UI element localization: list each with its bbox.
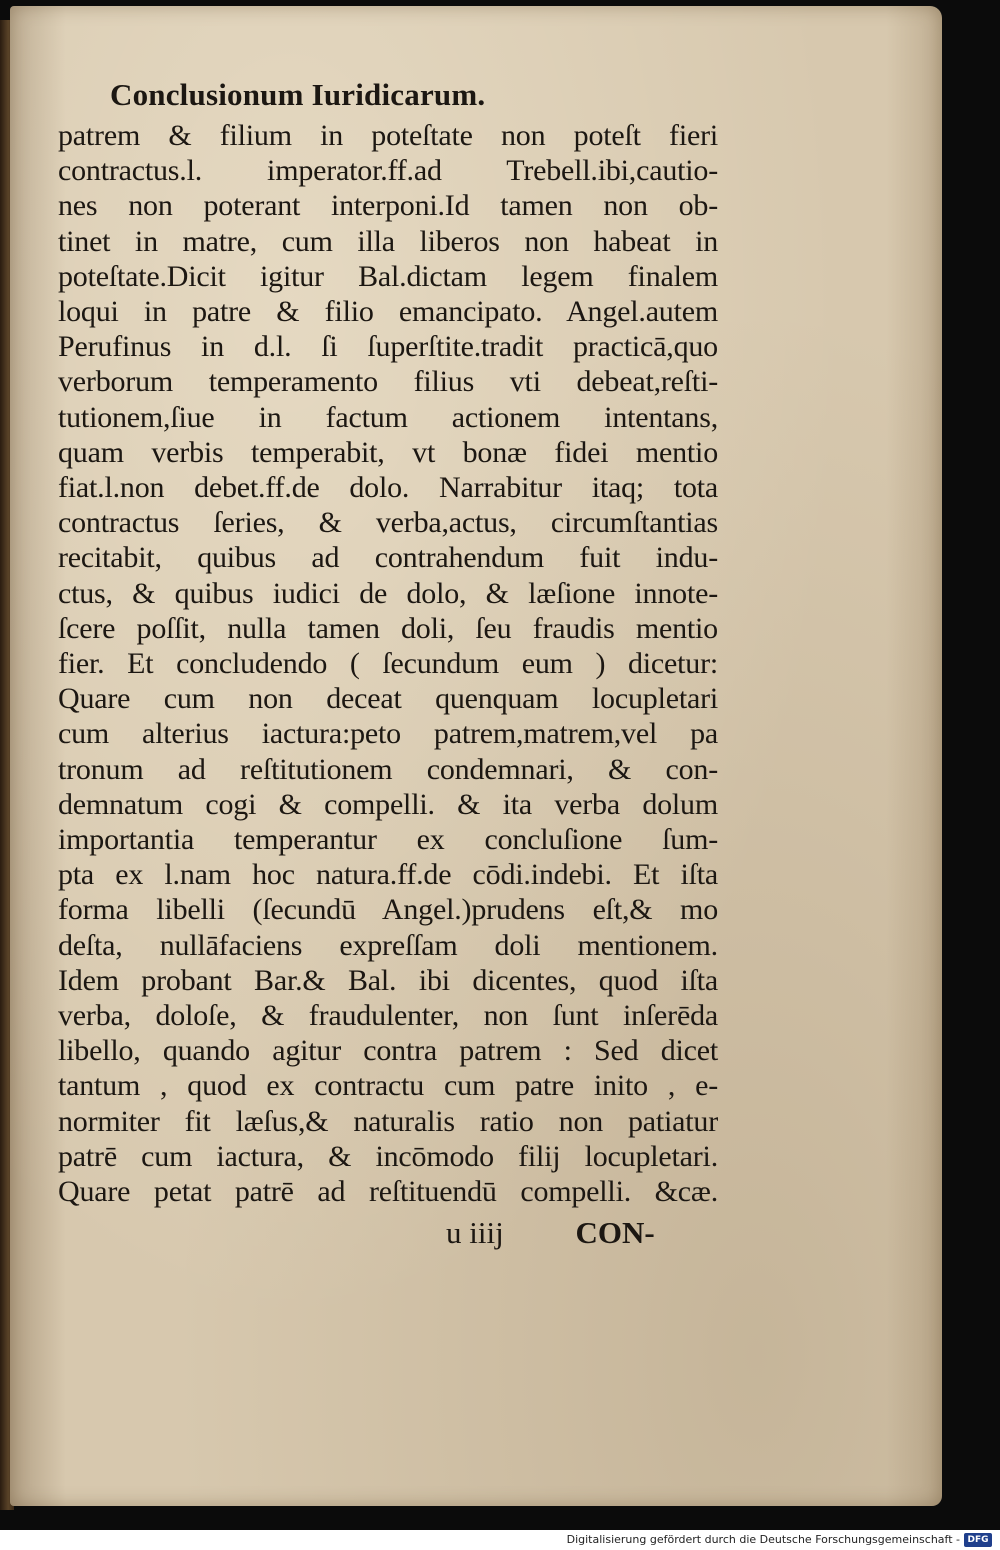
text-line: tutionem,ſiue in factum actionem intentans, [58, 400, 718, 434]
text-line: pta ex l.nam hoc natura.ff.de cōdi.indebi. Et iſta [58, 858, 718, 892]
book-page [10, 6, 942, 1506]
signature-mark: u iiij [446, 1215, 504, 1251]
text-line: libello, quando agitur contra patrem : Sed dicet [58, 1034, 718, 1068]
page-footer [58, 1215, 718, 1251]
text-line: demnatum cogi & compelli. & ita verba dolum [58, 787, 718, 821]
text-line: fiat.l.non debet.ff.de dolo. Narrabitur itaq; tota [58, 471, 718, 505]
running-head: Conclusionum Iuridicarum. [110, 77, 486, 112]
text-line: tinet in matre, cum illa liberos non habeat in [58, 224, 718, 258]
text-line: tantum , quod ex contractu cum patre inito , e- [58, 1069, 718, 1103]
text-line: contractus.l. imperator.ff.ad Trebell.ibi,cautio- [58, 154, 718, 188]
text-line: Quare cum non deceat quenquam locupletari [58, 682, 718, 716]
credit-bar [0, 1530, 1000, 1550]
text-line: recitabit, quibus ad contrahendum fuit indu- [58, 541, 718, 575]
credit-text: Digitalisierung gefördert durch die Deutsche Forschungsgemeinschaft - [566, 1533, 960, 1546]
text-line: verba, doloſe, & fraudulenter, non ſunt inſerēda [58, 999, 718, 1033]
text-line: tronum ad reſtitutionem condemnari, & con- [58, 752, 718, 786]
text-block [58, 76, 718, 1251]
body-text [58, 118, 718, 1209]
text-line: verborum temperamento filius vti debeat,reſti- [58, 365, 718, 399]
text-line: Quare petat patrē ad reſtituendū compelli. &cæ. [58, 1175, 718, 1209]
text-line: deſta, nullāfaciens expreſſam doli mentionem. [58, 928, 718, 962]
text-line: quam verbis temperabit, vt bonæ fidei mentio [58, 435, 718, 469]
text-line: importantia temperantur ex concluſione ſum- [58, 823, 718, 857]
text-line: nes non poterant interponi.Id tamen non ob- [58, 189, 718, 223]
catchword: CON- [575, 1215, 655, 1251]
text-line: poteſtate.Dicit igitur Bal.dictam legem finalem [58, 259, 718, 293]
text-line: normiter fit læſus,& naturalis ratio non patiatur [58, 1104, 718, 1138]
text-line: ctus, & quibus iudici de dolo, & læſione innote- [58, 576, 718, 610]
text-line: cum alterius iactura:peto patrem,matrem,vel pa [58, 717, 718, 751]
text-line: forma libelli (ſecundū Angel.)prudens eſt,& mo [58, 893, 718, 927]
text-line: fier. Et concludendo ( ſecundum eum ) dicetur: [58, 647, 718, 681]
text-line: Perufinus in d.l. ſi ſuperſtite.tradit practicā,quo [58, 330, 718, 364]
text-line: contractus ſeries, & verba,actus, circumſtantias [58, 506, 718, 540]
text-line: loqui in patre & filio emancipato. Angel.autem [58, 295, 718, 329]
text-line: patrem & filium in poteſtate non poteſt fieri [58, 119, 718, 152]
dfg-logo: DFG [964, 1533, 992, 1547]
text-line: ſcere poſſit, nulla tamen doli, ſeu fraudis mentio [58, 611, 718, 645]
text-line: patrē cum iactura, & incōmodo filij locupletari. [58, 1139, 718, 1173]
text-line: Idem probant Bar.& Bal. ibi dicentes, quod iſta [58, 963, 718, 997]
